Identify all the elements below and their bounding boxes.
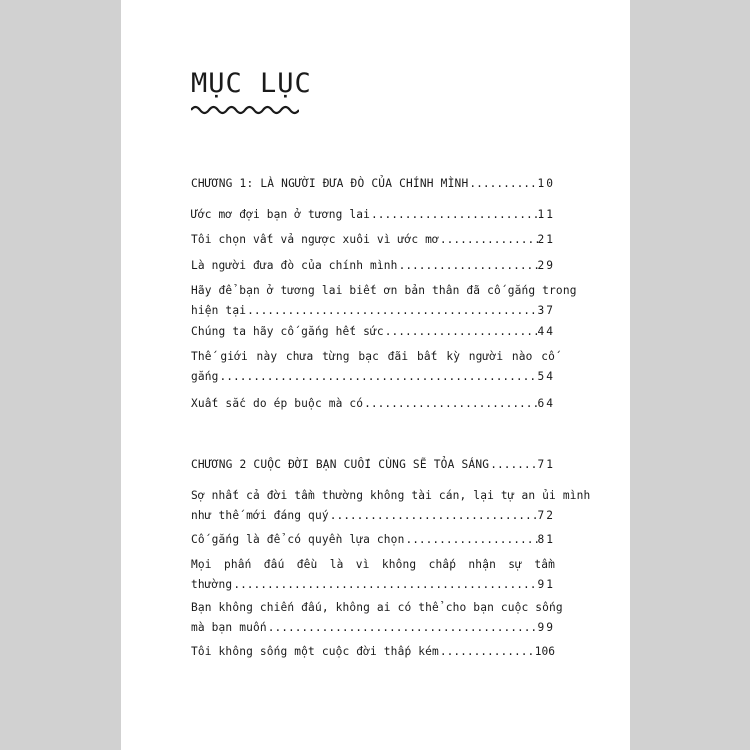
- toc-entry: [191, 281, 577, 321]
- chapter-title: CHƯƠNG 2 CUỘC ĐỜI BẠN CUỐI CÙNG SẼ TỎA SÁNG: [191, 458, 490, 471]
- entry-title: gắng: [191, 370, 219, 383]
- page-title: MỤC LỤC: [191, 68, 312, 99]
- entry-title-line1: Bạn không chiến đấu, không ai có thể cho bạn cuộc sống: [191, 601, 563, 614]
- entry-title: Cố gắng là để có quyền lựa chọn: [191, 533, 405, 546]
- entry-title: Chúng ta hãy cố gắng hết sức: [191, 325, 384, 338]
- entry-title: Tôi chọn vất vả ngược xuôi vì ước mơ: [191, 233, 439, 246]
- entry-title-line1: Sợ nhất cả đời tầm thường không tài cán, lại tự an ủi mình: [191, 489, 591, 502]
- dot-leader: [404, 530, 537, 550]
- page-number: 91: [537, 578, 555, 591]
- dot-leader: [219, 367, 538, 387]
- page-number: 11: [537, 208, 555, 221]
- dot-leader: [489, 455, 537, 475]
- chapter-title: CHƯƠNG 1: LÀ NGƯỜI ĐƯA ĐÒ CỦA CHÍNH MÌNH: [191, 177, 469, 190]
- toc-entry: [191, 530, 555, 550]
- page-number: 71: [537, 458, 555, 471]
- page-number: 81: [537, 533, 555, 546]
- toc-entry: [191, 256, 555, 276]
- dot-leader: [232, 575, 537, 595]
- entry-title: Xuất sắc do ép buộc mà có: [191, 397, 364, 410]
- entry-title-line1: Mọi phấn đấu đều là vì không chấp nhận sự tầm: [191, 558, 555, 571]
- page-number: 37: [537, 304, 555, 317]
- page-number: 64: [537, 397, 555, 410]
- dot-leader: [468, 174, 537, 194]
- page-number: 44: [537, 325, 555, 338]
- entry-title: thường: [191, 578, 233, 591]
- dot-leader: [329, 506, 538, 526]
- dot-leader: [384, 322, 538, 342]
- dot-leader: [267, 618, 538, 638]
- dot-leader: [439, 230, 538, 250]
- dot-leader: [370, 205, 537, 225]
- entry-title: mà bạn muốn: [191, 621, 267, 634]
- toc-entry: [191, 486, 591, 526]
- page-number: 99: [537, 621, 555, 634]
- dot-leader: [398, 256, 538, 276]
- page-number: 29: [537, 259, 555, 272]
- dot-leader: [363, 394, 537, 414]
- toc-entry: [191, 555, 555, 595]
- toc-entry: [191, 598, 563, 638]
- toc-entry: [191, 347, 555, 387]
- toc-entry: [191, 322, 555, 342]
- page-number: 106: [534, 645, 555, 658]
- dot-leader: [439, 642, 535, 662]
- wavy-underline-decoration: [191, 104, 299, 116]
- dot-leader: [246, 301, 537, 321]
- toc-entry: [191, 230, 555, 250]
- page-number: 72: [537, 509, 555, 522]
- entry-title: Tôi không sống một cuộc đời thấp kém: [191, 645, 439, 658]
- toc-entry: [191, 642, 555, 662]
- page-number: 21: [537, 233, 555, 246]
- entry-title: hiện tại: [191, 304, 247, 317]
- entry-title: Ước mơ đợi bạn ở tương lai: [191, 208, 371, 221]
- chapter-heading: [191, 174, 555, 194]
- page-number: 10: [537, 177, 555, 190]
- entry-title: Là người đưa đò của chính mình: [191, 259, 398, 272]
- entry-title-line1: Hãy để bạn ở tương lai biết ơn bản thân đã cố gắng trong: [191, 284, 577, 297]
- entry-title: như thế mới đáng quý: [191, 509, 329, 522]
- toc-entry: [191, 394, 555, 414]
- chapter-heading: [191, 455, 555, 475]
- page-number: 54: [537, 370, 555, 383]
- entry-title-line1: Thế giới này chưa từng bạc đãi bất kỳ người nào cố: [191, 350, 555, 363]
- toc-entry: [191, 205, 555, 225]
- book-page: [121, 0, 630, 750]
